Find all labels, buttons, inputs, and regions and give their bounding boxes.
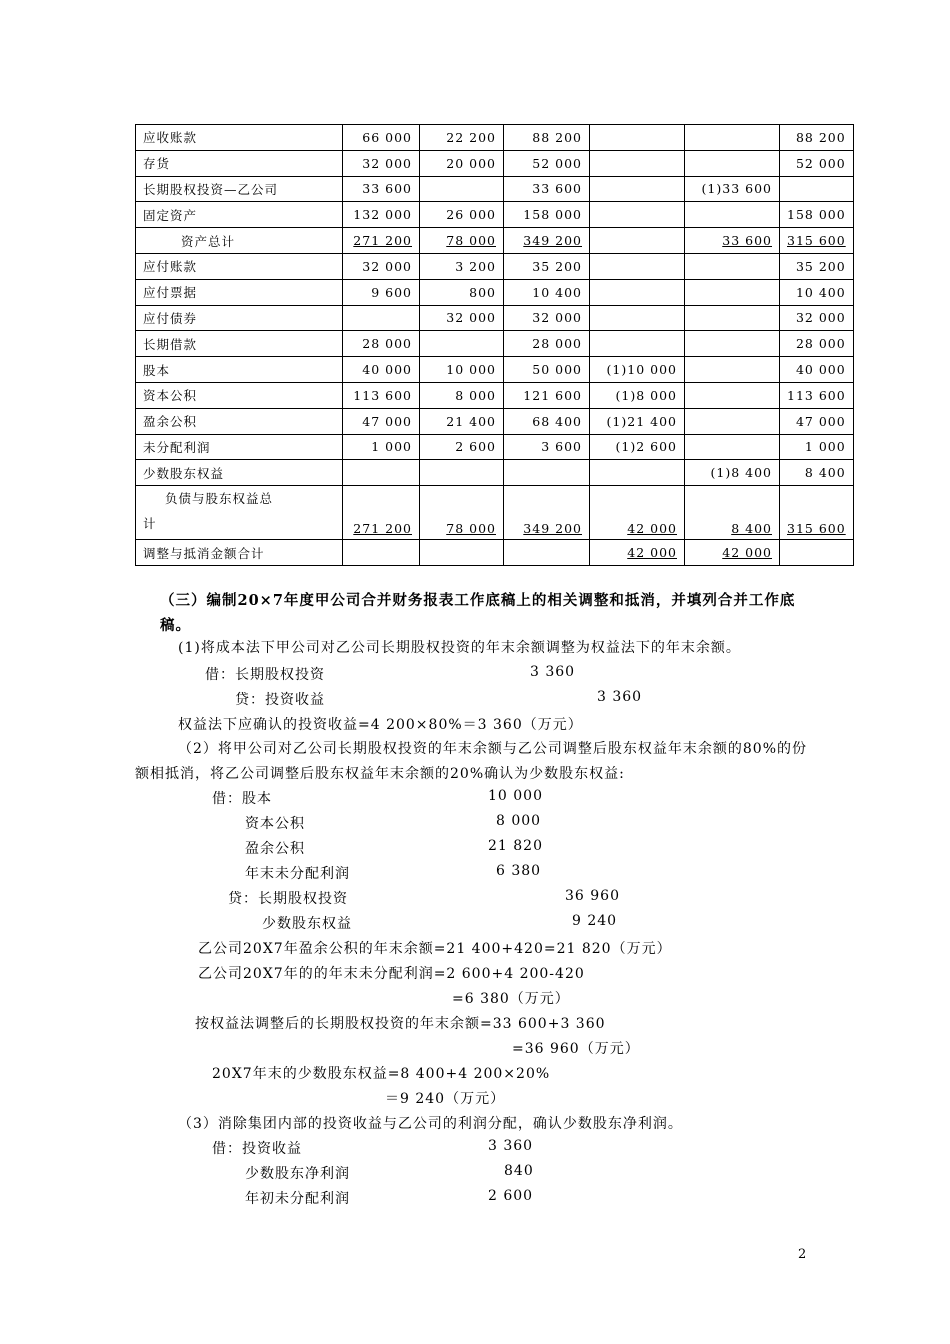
entry-2-credit-item-2: 少数股东权益 bbox=[262, 916, 352, 932]
cell-c3 bbox=[504, 357, 590, 383]
cell-dr bbox=[590, 434, 685, 460]
cell-value: 10 400 bbox=[795, 284, 846, 300]
cell-value: 132 000 bbox=[353, 207, 412, 223]
cell-c1 bbox=[343, 253, 420, 279]
cell-c2 bbox=[420, 279, 504, 305]
cell-value: 8 000 bbox=[455, 387, 496, 403]
calc-equity-investment-result: =36 960（万元） bbox=[512, 1041, 640, 1057]
cell-dr bbox=[590, 460, 685, 486]
cell-value: 33 600 bbox=[532, 181, 582, 197]
entry-2-debit-item-4: 年末未分配利润 bbox=[245, 866, 350, 882]
entry-2-debit-item-3: 盈余公积 bbox=[245, 841, 305, 857]
section-heading: （三）编制20×7年度甲公司合并财务报表工作底稿上的相关调整和抵消，并填列合并工作底稿。 bbox=[160, 592, 796, 634]
cell-dr bbox=[590, 176, 685, 202]
cell-c1 bbox=[343, 279, 420, 305]
cell-cr bbox=[685, 279, 780, 305]
cell-value: 349 200 bbox=[523, 521, 582, 537]
cell-value: 28 000 bbox=[362, 336, 412, 352]
row-item-label: 长期股权投资—乙公司 bbox=[136, 176, 343, 202]
row-item-label: 股本 bbox=[136, 357, 343, 383]
step-1-calc: 权益法下应确认的投资收益=4 200×80%＝3 360（万元） bbox=[178, 717, 583, 733]
table-row bbox=[136, 460, 854, 486]
cell-value: 47 000 bbox=[795, 413, 846, 429]
cell-total bbox=[780, 279, 854, 305]
table-row bbox=[136, 228, 854, 254]
row-item-label: 未分配利润 bbox=[136, 434, 343, 460]
row-item-label: 应收账款 bbox=[136, 125, 343, 151]
cell-c2 bbox=[420, 486, 504, 540]
cell-c3 bbox=[504, 176, 590, 202]
cell-value: 52 000 bbox=[532, 155, 582, 171]
cell-value: 8 400 bbox=[804, 465, 846, 481]
cell-value: 271 200 bbox=[353, 233, 412, 249]
cell-c2 bbox=[420, 434, 504, 460]
calc-minority-interest-result: ＝9 240（万元） bbox=[385, 1091, 506, 1107]
cell-c3 bbox=[504, 150, 590, 176]
cell-cr bbox=[685, 382, 780, 408]
row-item-label: 长期借款 bbox=[136, 331, 343, 357]
row-item-label: 存货 bbox=[136, 150, 343, 176]
calc-minority-interest: 20X7年末的少数股东权益=8 400+4 200×20% bbox=[212, 1066, 551, 1082]
cell-c1 bbox=[343, 382, 420, 408]
row-item-label: 资本公积 bbox=[136, 382, 343, 408]
entry-2-debit-amount-2: 8 000 bbox=[496, 813, 542, 829]
cell-value: 349 200 bbox=[523, 233, 582, 249]
step-1-text: (1)将成本法下甲公司对乙公司长期股权投资的年末余额调整为权益法下的年末余额。 bbox=[178, 640, 741, 656]
cell-value: 21 400 bbox=[446, 413, 496, 429]
cell-value: 10 400 bbox=[532, 284, 582, 300]
cell-c2 bbox=[420, 176, 504, 202]
cell-value: 2 600 bbox=[455, 439, 496, 455]
cell-value: 42 000 bbox=[627, 521, 677, 537]
cell-c1 bbox=[343, 176, 420, 202]
cell-value: 50 000 bbox=[532, 362, 582, 378]
cell-c1 bbox=[343, 331, 420, 357]
cell-dr bbox=[590, 382, 685, 408]
cell-cr bbox=[685, 486, 780, 540]
cell-c2 bbox=[420, 305, 504, 331]
cell-total bbox=[780, 150, 854, 176]
entry-3-debit-item-3: 年初未分配利润 bbox=[245, 1191, 350, 1207]
entry-1-debit-amount: 3 360 bbox=[530, 664, 576, 680]
cell-c3 bbox=[504, 434, 590, 460]
page-number: 2 bbox=[798, 1247, 807, 1262]
cell-c3 bbox=[504, 202, 590, 228]
cell-c2 bbox=[420, 331, 504, 357]
cell-value: 1 000 bbox=[804, 439, 846, 455]
table-row bbox=[136, 434, 854, 460]
cell-c2 bbox=[420, 202, 504, 228]
row-item-label: 应付债券 bbox=[136, 305, 343, 331]
cell-total bbox=[780, 408, 854, 434]
cell-value: 1 000 bbox=[371, 439, 412, 455]
cell-value: (1)2 600 bbox=[615, 439, 677, 455]
cell-c1 bbox=[343, 540, 420, 566]
entry-2-credit-amount-1: 36 960 bbox=[565, 888, 620, 904]
table-row bbox=[136, 382, 854, 408]
cell-value: (1)8 400 bbox=[710, 465, 772, 481]
cell-value: 315 600 bbox=[787, 233, 846, 249]
cell-cr bbox=[685, 176, 780, 202]
cell-value: 3 600 bbox=[541, 439, 582, 455]
cell-total bbox=[780, 228, 854, 254]
cell-cr bbox=[685, 305, 780, 331]
entry-2-debit-amount-3: 21 820 bbox=[488, 838, 543, 854]
entry-3-debit-amount-2: 840 bbox=[504, 1163, 534, 1179]
cell-value: 315 600 bbox=[787, 521, 846, 537]
cell-dr bbox=[590, 279, 685, 305]
cell-dr bbox=[590, 228, 685, 254]
entry-2-debit-amount-4: 6 380 bbox=[496, 863, 542, 879]
cell-value: 42 000 bbox=[722, 545, 772, 561]
cell-value: 10 000 bbox=[446, 362, 496, 378]
cell-cr bbox=[685, 460, 780, 486]
cell-value: (1)10 000 bbox=[606, 362, 677, 378]
table-row bbox=[136, 253, 854, 279]
cell-c2 bbox=[420, 253, 504, 279]
cell-cr bbox=[685, 228, 780, 254]
table-row bbox=[136, 279, 854, 305]
entry-1-credit-label: 贷：投资收益 bbox=[235, 692, 325, 708]
cell-value: 32 000 bbox=[362, 155, 412, 171]
cell-c2 bbox=[420, 125, 504, 151]
cell-total bbox=[780, 331, 854, 357]
cell-value: 28 000 bbox=[795, 336, 846, 352]
cell-c3 bbox=[504, 228, 590, 254]
cell-c3 bbox=[504, 125, 590, 151]
cell-cr bbox=[685, 408, 780, 434]
cell-total bbox=[780, 460, 854, 486]
cell-total bbox=[780, 305, 854, 331]
row-item-label: 固定资产 bbox=[136, 202, 343, 228]
cell-c3 bbox=[504, 486, 590, 540]
entry-2-debit-amount-1: 10 000 bbox=[488, 788, 543, 804]
cell-total bbox=[780, 434, 854, 460]
entry-2-credit-amount-2: 9 240 bbox=[572, 913, 618, 929]
entry-3-debit-item-2: 少数股东净利润 bbox=[245, 1166, 350, 1182]
cell-value: 158 000 bbox=[787, 207, 846, 223]
table-row bbox=[136, 408, 854, 434]
cell-cr bbox=[685, 331, 780, 357]
cell-value: 32 000 bbox=[362, 258, 412, 274]
entry-2-debit-item-2: 资本公积 bbox=[245, 816, 305, 832]
calc-undistributed-profit-result: =6 380（万元） bbox=[452, 991, 570, 1007]
table-row bbox=[136, 486, 854, 540]
cell-c1 bbox=[343, 460, 420, 486]
cell-total bbox=[780, 486, 854, 540]
step-2-text: （2）将甲公司对乙公司长期股权投资的年末余额与乙公司调整后股东权益年末余额的80%的份额相抵消，将乙公司调整后股东权益年末余额的20%确认为少数股东权益: bbox=[135, 741, 808, 782]
cell-c2 bbox=[420, 150, 504, 176]
cell-value: 271 200 bbox=[353, 521, 412, 537]
row-item-label: 盈余公积 bbox=[136, 408, 343, 434]
cell-cr bbox=[685, 357, 780, 383]
cell-cr bbox=[685, 253, 780, 279]
cell-value: 9 600 bbox=[371, 284, 412, 300]
cell-dr bbox=[590, 331, 685, 357]
table-row bbox=[136, 540, 854, 566]
cell-value: 20 000 bbox=[446, 155, 496, 171]
cell-c2 bbox=[420, 460, 504, 486]
cell-c1 bbox=[343, 486, 420, 540]
cell-value: 32 000 bbox=[532, 310, 582, 326]
entry-2-credit-label: 贷：长期股权投资 bbox=[228, 891, 348, 907]
cell-total bbox=[780, 382, 854, 408]
cell-value: 42 000 bbox=[627, 545, 677, 561]
cell-dr bbox=[590, 150, 685, 176]
cell-value: 800 bbox=[469, 284, 496, 300]
cell-c1 bbox=[343, 434, 420, 460]
calc-equity-investment: 按权益法调整后的长期股权投资的年末余额=33 600+3 360 bbox=[195, 1016, 606, 1032]
cell-total bbox=[780, 253, 854, 279]
entry-3-debit-label: 借：投资收益 bbox=[212, 1141, 302, 1157]
cell-value: (1)8 000 bbox=[615, 387, 677, 403]
cell-value: 88 200 bbox=[795, 129, 846, 145]
table-row bbox=[136, 202, 854, 228]
cell-value: 35 200 bbox=[532, 258, 582, 274]
row-item-label-part1: 负债与股东权益总 bbox=[165, 491, 274, 507]
cell-value: (1)33 600 bbox=[701, 181, 772, 197]
cell-c3 bbox=[504, 253, 590, 279]
consolidation-worksheet-table bbox=[135, 124, 854, 566]
cell-value: 158 000 bbox=[523, 207, 582, 223]
cell-c1 bbox=[343, 125, 420, 151]
cell-total bbox=[780, 357, 854, 383]
cell-value: 68 400 bbox=[532, 413, 582, 429]
cell-dr bbox=[590, 540, 685, 566]
cell-total bbox=[780, 202, 854, 228]
cell-value: 22 200 bbox=[446, 129, 496, 145]
cell-value: 40 000 bbox=[795, 362, 846, 378]
cell-cr bbox=[685, 434, 780, 460]
table-row bbox=[136, 357, 854, 383]
cell-dr bbox=[590, 408, 685, 434]
entry-1-debit-label: 借：长期股权投资 bbox=[205, 667, 325, 683]
cell-value: 47 000 bbox=[362, 413, 412, 429]
cell-c1 bbox=[343, 202, 420, 228]
cell-value: 8 400 bbox=[731, 521, 772, 537]
cell-total bbox=[780, 540, 854, 566]
cell-c1 bbox=[343, 408, 420, 434]
cell-c1 bbox=[343, 305, 420, 331]
table-row bbox=[136, 176, 854, 202]
cell-value: 78 000 bbox=[446, 233, 496, 249]
cell-c3 bbox=[504, 408, 590, 434]
cell-value: 88 200 bbox=[532, 129, 582, 145]
cell-dr bbox=[590, 305, 685, 331]
table-row bbox=[136, 150, 854, 176]
cell-c2 bbox=[420, 228, 504, 254]
cell-c2 bbox=[420, 540, 504, 566]
table-row bbox=[136, 125, 854, 151]
row-item-label: 少数股东权益 bbox=[136, 460, 343, 486]
cell-dr bbox=[590, 357, 685, 383]
cell-value: 78 000 bbox=[446, 521, 496, 537]
cell-value: 3 200 bbox=[455, 258, 496, 274]
row-item-label-part2: 计 bbox=[143, 516, 157, 532]
calc-surplus-reserve: 乙公司20X7年盈余公积的年末余额=21 400+420=21 820（万元） bbox=[198, 941, 672, 957]
cell-value: 66 000 bbox=[362, 129, 412, 145]
row-item-label: 调整与抵消金额合计 bbox=[136, 540, 343, 566]
cell-value: 33 600 bbox=[362, 181, 412, 197]
table-row bbox=[136, 305, 854, 331]
cell-c1 bbox=[343, 150, 420, 176]
cell-dr bbox=[590, 486, 685, 540]
table-row bbox=[136, 331, 854, 357]
cell-dr bbox=[590, 253, 685, 279]
cell-c3 bbox=[504, 305, 590, 331]
row-item-label: 资产总计 bbox=[136, 228, 343, 254]
cell-c3 bbox=[504, 331, 590, 357]
entry-2-debit-label: 借：股本 bbox=[212, 791, 272, 807]
row-item-label bbox=[136, 486, 343, 540]
cell-c2 bbox=[420, 357, 504, 383]
cell-cr bbox=[685, 125, 780, 151]
cell-total bbox=[780, 125, 854, 151]
cell-value: 121 600 bbox=[523, 387, 582, 403]
cell-value: 52 000 bbox=[795, 155, 846, 171]
cell-total bbox=[780, 176, 854, 202]
cell-value: 113 600 bbox=[353, 387, 412, 403]
cell-cr bbox=[685, 202, 780, 228]
entry-3-debit-amount-1: 3 360 bbox=[488, 1138, 534, 1154]
cell-c3 bbox=[504, 540, 590, 566]
row-item-label: 应付票据 bbox=[136, 279, 343, 305]
cell-c1 bbox=[343, 228, 420, 254]
cell-c1 bbox=[343, 357, 420, 383]
cell-value: 35 200 bbox=[795, 258, 846, 274]
entry-1-credit-amount: 3 360 bbox=[597, 689, 643, 705]
cell-value: 32 000 bbox=[795, 310, 846, 326]
cell-value: 28 000 bbox=[532, 336, 582, 352]
cell-c3 bbox=[504, 382, 590, 408]
cell-dr bbox=[590, 202, 685, 228]
cell-cr bbox=[685, 150, 780, 176]
cell-c2 bbox=[420, 382, 504, 408]
row-item-label: 应付账款 bbox=[136, 253, 343, 279]
cell-cr bbox=[685, 540, 780, 566]
entry-3-debit-amount-3: 2 600 bbox=[488, 1188, 534, 1204]
cell-value: 40 000 bbox=[362, 362, 412, 378]
cell-c2 bbox=[420, 408, 504, 434]
calc-undistributed-profit: 乙公司20X7年的的年末未分配利润=2 600+4 200-420 bbox=[198, 966, 585, 982]
cell-value: 33 600 bbox=[722, 233, 772, 249]
cell-c3 bbox=[504, 460, 590, 486]
step-3-text: （3）消除集团内部的投资收益与乙公司的利润分配，确认少数股东净利润。 bbox=[178, 1116, 683, 1132]
cell-value: (1)21 400 bbox=[606, 413, 677, 429]
cell-value: 32 000 bbox=[446, 310, 496, 326]
cell-value: 113 600 bbox=[787, 387, 846, 403]
cell-dr bbox=[590, 125, 685, 151]
cell-c3 bbox=[504, 279, 590, 305]
cell-value: 26 000 bbox=[446, 207, 496, 223]
